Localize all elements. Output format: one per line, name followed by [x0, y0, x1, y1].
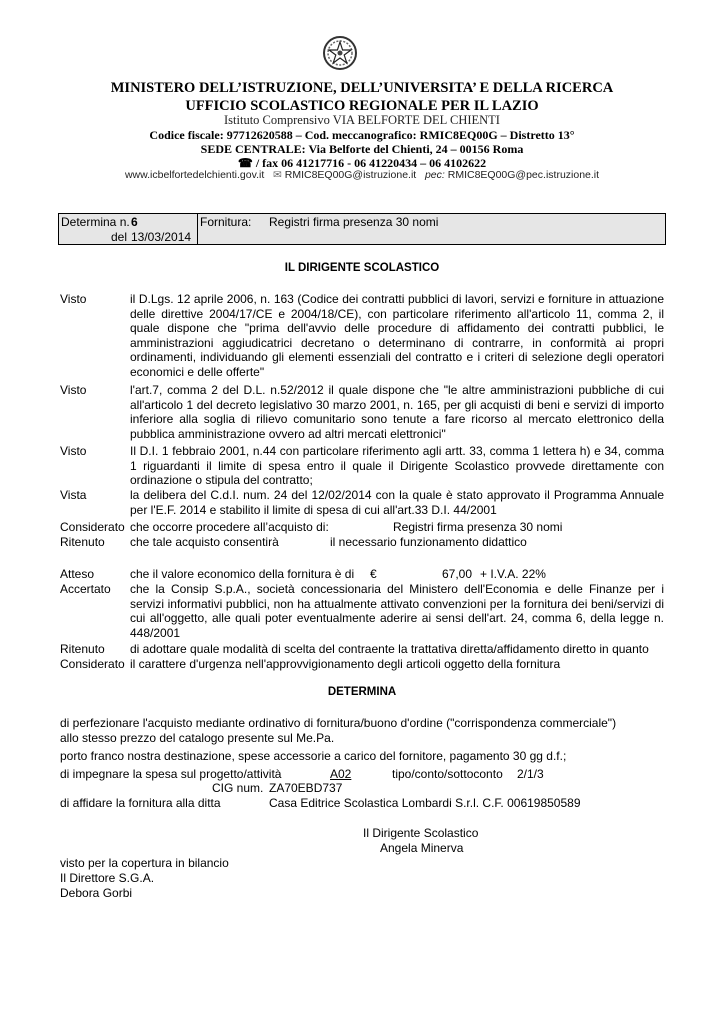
- website-link[interactable]: www.icbelfortedelchienti.gov.it: [124, 169, 265, 181]
- ritenuto-label: Ritenuto: [60, 535, 105, 549]
- contact-phone: ☎ / fax 06 41217716 - 06 41220434 – 06 4102622: [237, 156, 487, 170]
- determina-line: porto franco nostra destinazione, spese accessorie a carico del fornitore, pagamento 30 gg d.f.;: [60, 749, 567, 763]
- premise-text: Il D.I. 1 febbraio 2001, n.44 con particolare riferimento agli artt. 33, comma 1 lettera h) e 34, comma 1 riguardanti il limite di spesa entro il quale il Dirigente Scolastico provvede direttamente con ordinazione o stipula del contratto;: [130, 444, 664, 488]
- fornitura-value: Registri firma presenza 30 nomi: [269, 215, 439, 229]
- determina-label: Determina n.: [61, 215, 130, 229]
- ritenuto-text: di adottare quale modalità di scelta del contraente la trattativa diretta/affidamento diretto in quanto: [130, 642, 649, 656]
- determina-line: di perfezionare l'acquisto mediante ordinativo di fornitura/buono d'ordine ("corrispondenza commerciale"): [60, 716, 617, 730]
- institute-codes: Codice fiscale: 97712620588 – Cod. meccanografico: RMIC8EQ00G – Distretto 13°: [149, 128, 575, 142]
- affidare-text: di affidare la fornitura alla ditta: [60, 796, 221, 810]
- pec-label: pec:: [424, 169, 445, 181]
- office-heading: UFFICIO SCOLASTICO REGIONALE PER IL LAZIO: [185, 98, 539, 114]
- premise-text: il D.Lgs. 12 aprile 2006, n. 163 (Codice dei contratti pubblici di lavori, servizi e forniture in attuazione delle direttive 2004/17/CE e 2004/18/CE), con particolare riferimento all'articolo 11, comma 2, il quale dispone che "prima dell'avvio delle procedure di affidamento dei contratti pubblici, le amministrazioni aggiudicatrici decretano o determinano di contrarre, in conformità ai propri ordinamenti, individuando gli elementi essenziali del contratto e i criteri di selezione degli operatori economici e delle offerte": [130, 292, 664, 379]
- considerato-label: Considerato: [60, 657, 125, 671]
- footer-line: visto per la copertura in bilancio: [60, 856, 229, 870]
- ritenuto-value: il necessario funzionamento didattico: [330, 535, 527, 549]
- fornitura-label: Fornitura:: [200, 215, 252, 229]
- considerato-label: Considerato: [60, 520, 125, 534]
- ritenuto-text: che tale acquisto consentirà: [130, 535, 279, 549]
- accertato-text: che la Consip S.p.A., società concessionaria del Ministero dell'Economia e delle Finanze per i servizi informativi pubblici, non ha attualmente attivato convenzioni per la fornitura dei beni/servizi di cui all'oggetto, alle quali poter eventualmente aderire ai sensi dell'art. 24, comma 6, della legge n. 448/2001: [130, 582, 664, 640]
- considerato-text: che occorre procedere all’acquisto di:: [130, 520, 329, 534]
- premise-label: Vista: [60, 488, 87, 502]
- cig-label: CIG num.: [212, 781, 264, 795]
- institute-name: Istituto Comprensivo VIA BELFORTE DEL CHIENTI: [224, 113, 500, 127]
- premise-text: l'art.7, comma 2 del D.L. n.52/2012 il quale dispone che "le altre amministrazioni pubbliche di cui all'articolo 1 del decreto legislativo 30 marzo 2001, n. 165, per gli acquisti di beni e servizi di importo inferiore alla soglia di rilievo comunitario sono tenute a fare ricorso al mercato elettronico della pubblica amministrazione ovvero ad altri mercati elettronici": [130, 383, 664, 441]
- cig-value: ZA70EBD737: [269, 781, 343, 795]
- email-link[interactable]: RMIC8EQ00G@istruzione.it: [284, 169, 417, 181]
- determina-line: allo stesso prezzo del catalogo presente sul Me.Pa.: [60, 731, 335, 745]
- impegnare-text: di impegnare la spesa sul progetto/attività: [60, 767, 282, 781]
- institute-seat: SEDE CENTRALE: Via Belforte del Chienti, 24 – 00156 Roma: [200, 142, 524, 156]
- project-code: A02: [330, 767, 352, 781]
- determina-number: 6: [131, 215, 138, 229]
- amount-value: 67,00: [442, 567, 473, 581]
- pec-link[interactable]: RMIC8EQ00G@pec.istruzione.it: [447, 169, 600, 181]
- vat-value: + I.V.A. 22%: [480, 567, 546, 581]
- dirigente-title: IL DIRIGENTE SCOLASTICO: [284, 262, 440, 274]
- premise-text: la delibera del C.d.I. num. 24 del 12/02/2014 con la quale è stato approvato il Programma Annuale per l'E.F. 2014 e stabilito il limite di spesa di cui all'art.33 D.I. 44/2001: [130, 488, 664, 517]
- fornitura-box: [197, 213, 666, 245]
- italian-republic-emblem: [322, 35, 358, 71]
- atteso-label: Atteso: [60, 567, 95, 581]
- atteso-text: che il valore economico della fornitura è di: [130, 567, 355, 581]
- footer-line: Il Direttore S.G.A.: [60, 871, 155, 885]
- determina-title: DETERMINA: [327, 686, 397, 698]
- mail-icon: ✉: [273, 169, 282, 181]
- premise-label: Visto: [60, 292, 87, 306]
- considerato-value: Registri firma presenza 30 nomi: [393, 520, 563, 534]
- footer-line: Debora Gorbi: [60, 886, 133, 900]
- contact-links: [0, 169, 724, 181]
- tipo-value: 2/1/3: [517, 767, 544, 781]
- signature-name: Angela Minerva: [380, 841, 464, 855]
- accertato-label: Accertato: [60, 582, 111, 596]
- company-name: Casa Editrice Scolastica Lombardi S.r.l. C.F. 00619850589: [269, 796, 581, 810]
- currency-symbol: €: [370, 567, 377, 581]
- determina-number-box: [58, 213, 198, 245]
- considerato-text: il carattere d'urgenza nell'approvvigionamento degli articoli oggetto della fornitura: [130, 657, 561, 671]
- date-label: del: [111, 230, 128, 244]
- signature-role: Il Dirigente Scolastico: [363, 826, 479, 840]
- phone-icon: ☎: [237, 156, 253, 170]
- determina-date: 13/03/2014: [131, 230, 192, 244]
- premise-label: Visto: [60, 383, 87, 397]
- ritenuto-label: Ritenuto: [60, 642, 105, 656]
- tipo-label: tipo/conto/sottoconto: [392, 767, 503, 781]
- ministry-heading: MINISTERO DELL’ISTRUZIONE, DELL’UNIVERSITA’ E DELLA RICERCA: [110, 80, 614, 96]
- premise-label: Visto: [60, 444, 87, 458]
